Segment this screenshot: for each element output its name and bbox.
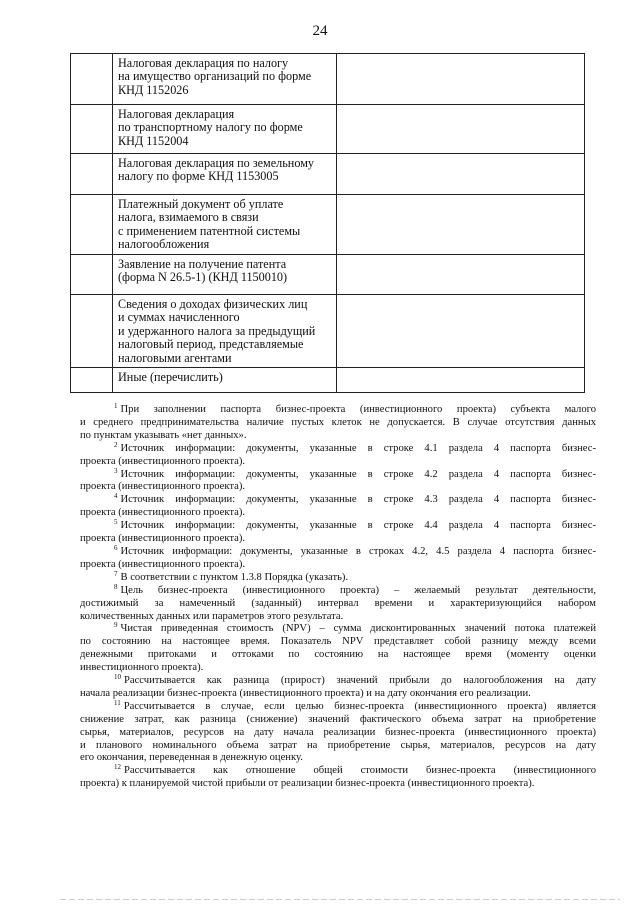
document-name-line: КНД 1152004 [118,133,189,148]
footnote-number: 4 [114,492,118,501]
document-name-line: (форма N 26.5-1) (КНД 1150010) [118,270,288,285]
footnote-line [80,611,596,624]
footnote-number: 8 [114,582,118,591]
footnote-number: 12 [114,763,121,772]
footnote-number: 3 [114,466,118,475]
document-name-line: налога, взимаемого в связи [118,210,259,225]
value-cell[interactable] [337,105,585,154]
footnote-line [80,569,596,585]
footnote-text: проекта) к планируемой чистой прибыли от реализации бизнес-проекта (инвестиционного проекта). [80,778,535,790]
footnote-text: При заполнении паспорта бизнес-проекта (инвестиционного проекта) субъекта малого [120,404,596,415]
footnote-line [80,649,596,662]
document-name-line: Платежный документ об уплате [118,197,284,211]
document-name-line: и суммах начисленного [118,310,240,325]
footnotes [80,404,596,791]
footnote-text: проекта (инвестиционного проекта). [80,455,246,467]
footnote-text: инвестиционного проекта). [80,662,204,674]
scan-artifact-line [60,899,620,900]
table-row [71,154,585,195]
document-name-line: Сведения о доходах физических лиц [118,297,308,311]
footnote-line [80,623,596,636]
row-number-cell [71,154,113,195]
footnote-number: 7 [114,569,118,578]
document-name-line: Заявление на получение патента [118,257,287,271]
document-name-line: на имущество организаций по форме [118,69,312,84]
table-row [71,295,585,368]
footnote-text: достижимый за намеченный (заданный) интервал времени и характеризующийся набором [80,597,596,609]
document-name-cell [113,295,337,368]
footnote-number: 9 [114,621,118,630]
document-name-line: Налоговая декларация [118,107,235,121]
footnote-text: по состоянию на настоящее время. Показатель NPV представляет собой разницу между всеми [80,636,596,648]
footnote-text: Источник информации: документы, указанные в строке 4.1 раздела 4 паспорта бизнес- [120,442,596,454]
table-row [71,195,585,255]
document-name-line: по транспортному налогу по форме [118,120,303,135]
footnote-text: начала реализации бизнес-проекта (инвестиционного проекта) и на дату окончания его реализации. [80,687,531,699]
footnote-line [80,752,596,765]
document-name-cell [113,54,337,105]
footnote-6 [80,543,596,572]
footnote-line [80,481,596,494]
document-name-cell [113,105,337,154]
document-name-cell [113,368,337,393]
page-number: 24 [312,23,328,39]
row-number-cell [71,255,113,295]
value-cell[interactable] [337,295,585,368]
document-name-line: налогу по форме КНД 1153005 [118,169,279,184]
footnote-line [80,543,596,559]
table-row [71,368,585,393]
footnote-line [80,727,596,740]
footnote-12 [80,765,596,791]
footnote-line [80,456,596,469]
document-name-line: КНД 1152026 [118,82,189,97]
footnote-line [80,714,596,727]
footnote-line [80,662,596,675]
footnote-number: 2 [114,440,118,449]
footnote-4 [80,494,596,520]
table-row [71,54,585,105]
footnote-line [80,582,596,598]
value-cell[interactable] [337,368,585,393]
table-row [71,255,585,295]
row-number-cell [71,195,113,255]
row-number-cell [71,105,113,154]
footnote-text: денежными притоками и оттоками по состоянию на настоящее время (моменту оценки [80,649,596,661]
footnote-3 [80,466,596,495]
footnote-line [80,507,596,520]
footnote-line [80,440,596,456]
table-row [71,105,585,154]
footnote-text: Чистая приведенная стоимость (NPV) – сумма дисконтированных значений потока платежей [120,623,596,635]
footnote-line [80,636,596,649]
footnote-text: проекта (инвестиционного проекта). [80,481,246,493]
footnote-text: проекта (инвестиционного проекта). [80,533,246,545]
document-name-line: и удержанного налога за предыдущий [118,323,316,338]
value-cell[interactable] [337,154,585,195]
row-number-cell [71,368,113,393]
footnote-5 [80,520,596,546]
footnote-line [80,404,596,417]
footnote-text: Рассчитывается как разница (прирост) значений прибыли до налогообложения на дату [124,675,596,687]
value-cell[interactable] [337,255,585,295]
footnote-8 [80,582,596,624]
footnote-text: Рассчитывается в случае, если целью бизнес-проекта (инвестиционного проекта) является [123,700,596,712]
footnote-line [80,598,596,611]
footnote-1 [80,404,596,443]
footnote-number: 5 [114,518,118,527]
footnote-11 [80,698,596,766]
footnote-text: Рассчитывается как отношение общей стоимости бизнес-проекта (инвестиционного [124,765,596,777]
document-name-line: с применением патентной системы [118,223,301,238]
document-name-cell [113,154,337,195]
footnote-text: В соответствии с пунктом 1.3.8 Порядка (указать). [120,571,349,583]
row-number-cell [71,295,113,368]
footnote-line [80,430,596,443]
footnote-text: проекта (инвестиционного проекта). [80,558,246,570]
footnote-line [80,466,596,482]
document-name-line: налоговый период, представляемые [118,337,304,352]
footnote-line [80,740,596,753]
footnote-text: его окончания, переведенная в денежную оценку. [80,752,303,764]
footnote-text: Цель бизнес-проекта (инвестиционного проекта) – желаемый результат деятельности, [120,584,596,596]
footnote-number: 10 [114,673,121,682]
footnote-line [80,778,596,791]
footnote-text: Источник информации: документы, указанные в строке 4.4 раздела 4 паспорта бизнес- [120,520,596,532]
document-name-line: Налоговая декларация по земельному [118,156,314,170]
footnote-text: Источник информации: документы, указанные в строке 4.3 раздела 4 паспорта бизнес- [120,494,596,506]
document-name-line: Иные (перечислить) [118,370,223,385]
footnote-text: по пунктам указывать «нет данных». [80,429,247,441]
footnote-text: сырья, материалов, ресурсов на дату начала реализации бизнес-проекта (инвестиционного проекта) [80,726,596,738]
footnote-number: 6 [114,543,118,552]
footnote-number: 1 [114,402,118,410]
footnote-7 [80,569,596,585]
footnote-text: проекта (инвестиционного проекта). [80,507,246,519]
document-name-line: налогообложения [118,237,210,252]
footnote-text: и среднего предпринимательства наличие пустых клеток не допускается. В случае отсутствия данных [80,416,596,428]
value-cell[interactable] [337,195,585,255]
value-cell[interactable] [337,54,585,105]
footnote-line [80,533,596,546]
footnote-line [80,675,596,688]
footnote-line [80,559,596,572]
footnote-line [80,520,596,533]
footnote-line [80,494,596,507]
footnote-line [80,688,596,701]
footnote-number: 11 [114,698,121,707]
footnote-text: снижение затрат, как разница (снижение) значений фактического объема затрат на приобретение [80,713,596,725]
footnote-line [80,417,596,430]
row-number-cell [71,54,113,105]
documents-table [70,53,585,393]
footnote-2 [80,440,596,469]
footnote-line [80,765,596,778]
document-name-line: Налоговая декларация по налогу [118,56,289,70]
footnote-text: Источник информации: документы, указанные в строках 4.2, 4.5 раздела 4 паспорта бизнес- [120,545,596,557]
document-name-line: налоговыми агентами [118,350,232,365]
footnote-text: количественных данных или параметров этого результата. [80,610,344,622]
footnote-text: и планового номинального объема затрат на приобретение сырья, материалов, ресурсов на дату [80,739,596,751]
footnote-10 [80,675,596,701]
footnote-text: Источник информации: документы, указанные в строке 4.2 раздела 4 паспорта бизнес- [120,468,596,480]
footnote-line [80,698,596,714]
footnote-9 [80,623,596,675]
document-name-cell [113,195,337,255]
document-name-cell [113,255,337,295]
